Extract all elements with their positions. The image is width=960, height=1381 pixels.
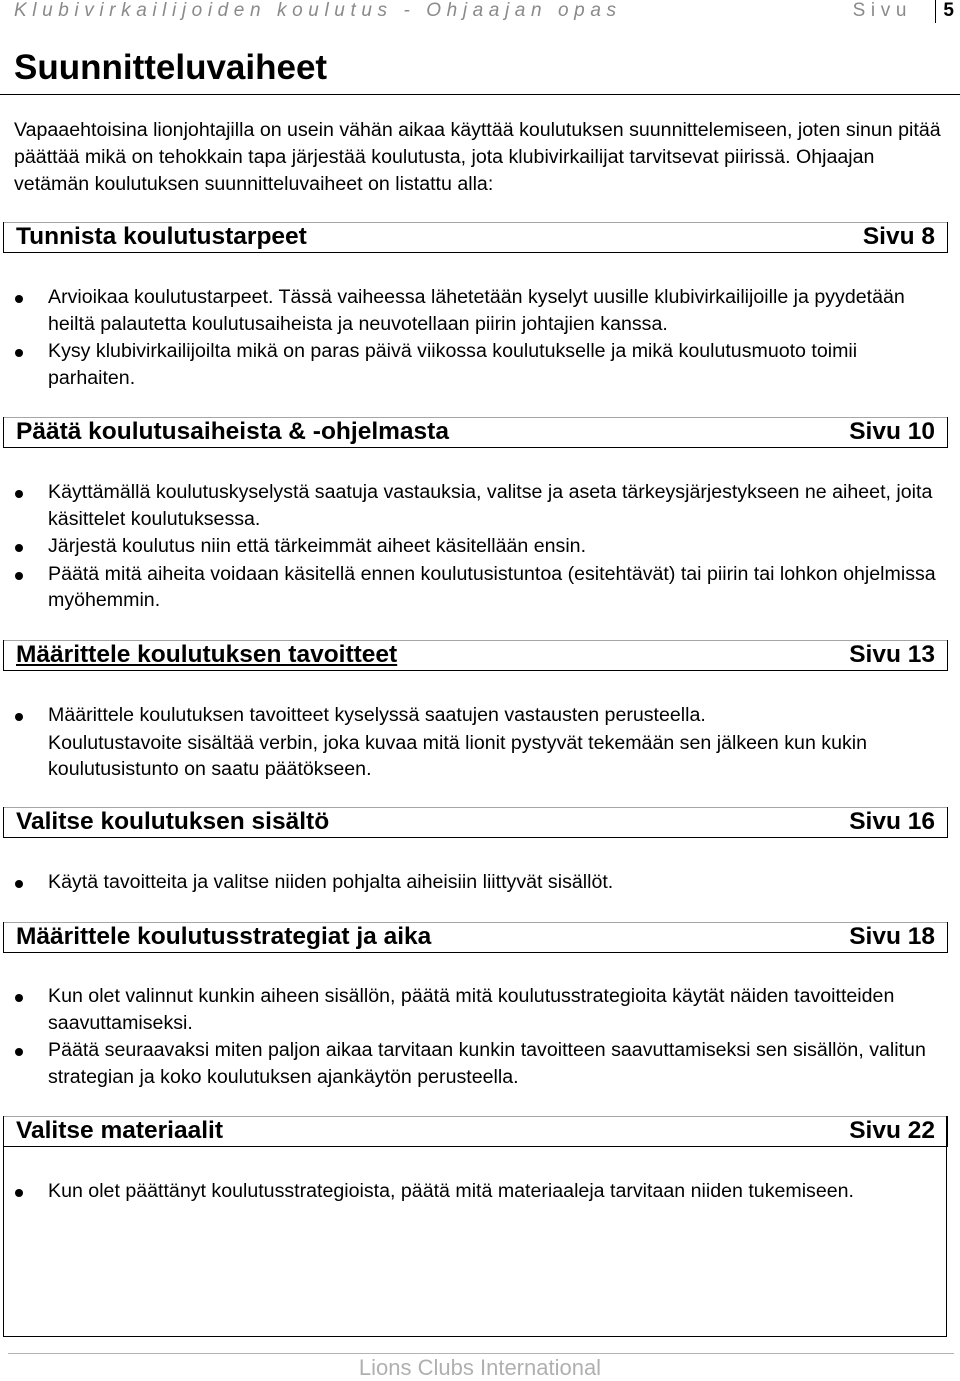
bullet-icon	[15, 713, 23, 721]
list-item: Koulutustavoite sisältää verbin, joka kuvaa mitä lionit pystyvät tekemään sen jälkeen kun kukin koulutusistunto on saatu päätökseen.	[48, 731, 868, 780]
bullet-icon	[15, 1189, 23, 1197]
list-item: Käytä tavoitteita ja valitse niiden pohjalta aiheisiin liittyvät sisällöt.	[48, 869, 948, 896]
list-item: Määrittele koulutuksen tavoitteet kyselyssä saatujen vastausten perusteella.	[48, 702, 948, 729]
running-header-page-number: 5	[935, 0, 954, 23]
section-title: Päätä koulutusaiheista & -ohjelmasta	[16, 418, 449, 445]
section-page-ref: Sivu 16	[849, 808, 935, 835]
section-list-topics	[48, 479, 948, 615]
bullet-icon	[15, 880, 23, 888]
section-list-strategies	[48, 983, 948, 1091]
running-header-page-label: Sivu	[852, 0, 912, 21]
section-page-ref: Sivu 8	[862, 223, 935, 250]
section-heading-content	[3, 807, 948, 838]
section-heading-topics	[3, 417, 948, 448]
bullet-icon	[15, 544, 23, 552]
section-list-objectives	[48, 702, 948, 784]
section-list-needs	[48, 284, 948, 392]
section-title: Määrittele koulutuksen tavoitteet	[16, 641, 398, 668]
page-title: Suunnitteluvaiheet	[14, 48, 328, 87]
section-page-ref: Sivu 18	[849, 923, 935, 950]
bullet-icon	[15, 490, 23, 498]
bullet-icon	[15, 349, 23, 357]
list-item: Kun olet päättänyt koulutusstrategioista, päätä mitä materiaaleja tarvitaan niiden tukemiseen.	[48, 1178, 948, 1205]
list-item: Kysy klubivirkailijoilta mikä on paras päivä viikossa koulutukselle ja mikä koulutusmuoto toimii parhaiten.	[48, 338, 948, 391]
section-title: Valitse koulutuksen sisältö	[16, 808, 330, 835]
section-page-ref: Sivu 22	[849, 1117, 935, 1144]
section-title: Valitse materiaalit	[16, 1117, 224, 1144]
frame-border	[3, 1336, 947, 1337]
intro-paragraph: Vapaaehtoisina lionjohtajilla on usein vähän aikaa käyttää koulutuksen suunnittelemiseen, joten sinun pitää päättää mikä on tehokkain tapa järjestää koulutusta, jota klubivirkailijat tarvitsevat piirissä. Ohjaajan vetämän koulutuksen suunnitteluvaiheet on listattu alla:	[14, 119, 941, 195]
list-item: Arvioikaa koulutustarpeet. Tässä vaiheessa lähetetään kyselyt uusille klubivirkailijoille ja pyydetään heiltä palautetta koulutusaiheista ja neuvotellaan piirin johtajien kanssa.	[48, 284, 948, 337]
frame-border	[946, 1116, 947, 1336]
running-header-title: Klubivirkailijoiden koulutus - Ohjaajan opas	[14, 0, 622, 21]
list-item: Käyttämällä koulutuskyselystä saatuja vastauksia, valitse ja aseta tärkeysjärjestykseen ne aiheet, joita käsittelet koulutuksessa.	[48, 479, 948, 532]
section-title: Tunnista koulutustarpeet	[16, 223, 307, 250]
bullet-icon	[15, 1048, 23, 1056]
list-item: Kun olet valinnut kunkin aiheen sisällön, päätä mitä koulutusstrategioita käytät näiden tavoitteiden saavuttamiseksi.	[48, 983, 948, 1036]
section-heading-objectives	[3, 640, 948, 671]
bullet-icon	[15, 572, 23, 580]
section-heading-strategies	[3, 922, 948, 953]
section-title: Määrittele koulutusstrategiat ja aika	[16, 923, 432, 950]
running-header	[14, 0, 954, 26]
list-item: Järjestä koulutus niin että tärkeimmät aiheet käsitellään ensin.	[48, 533, 948, 560]
section-page-ref: Sivu 13	[849, 641, 935, 668]
frame-border	[3, 1116, 4, 1336]
title-divider	[0, 94, 960, 95]
section-list-materials	[48, 1178, 948, 1206]
bullet-icon	[15, 295, 23, 303]
section-heading-materials	[3, 1116, 948, 1147]
page-footer: Lions Clubs International	[358, 1355, 602, 1380]
footer-divider	[8, 1353, 954, 1354]
list-item: Päätä seuraavaksi miten paljon aikaa tarvitaan kunkin tavoitteen saavuttamiseksi sen sisällön, valitun strategian ja koko koulutuksen ajankäytön perusteella.	[48, 1037, 948, 1090]
bullet-icon	[15, 994, 23, 1002]
section-heading-needs	[3, 222, 948, 253]
section-list-content	[48, 869, 948, 897]
list-item: Päätä mitä aiheita voidaan käsitellä ennen koulutusistuntoa (esitehtävät) tai piirin tai lohkon ohjelmissa myöhemmin.	[48, 561, 948, 614]
section-page-ref: Sivu 10	[849, 418, 935, 445]
